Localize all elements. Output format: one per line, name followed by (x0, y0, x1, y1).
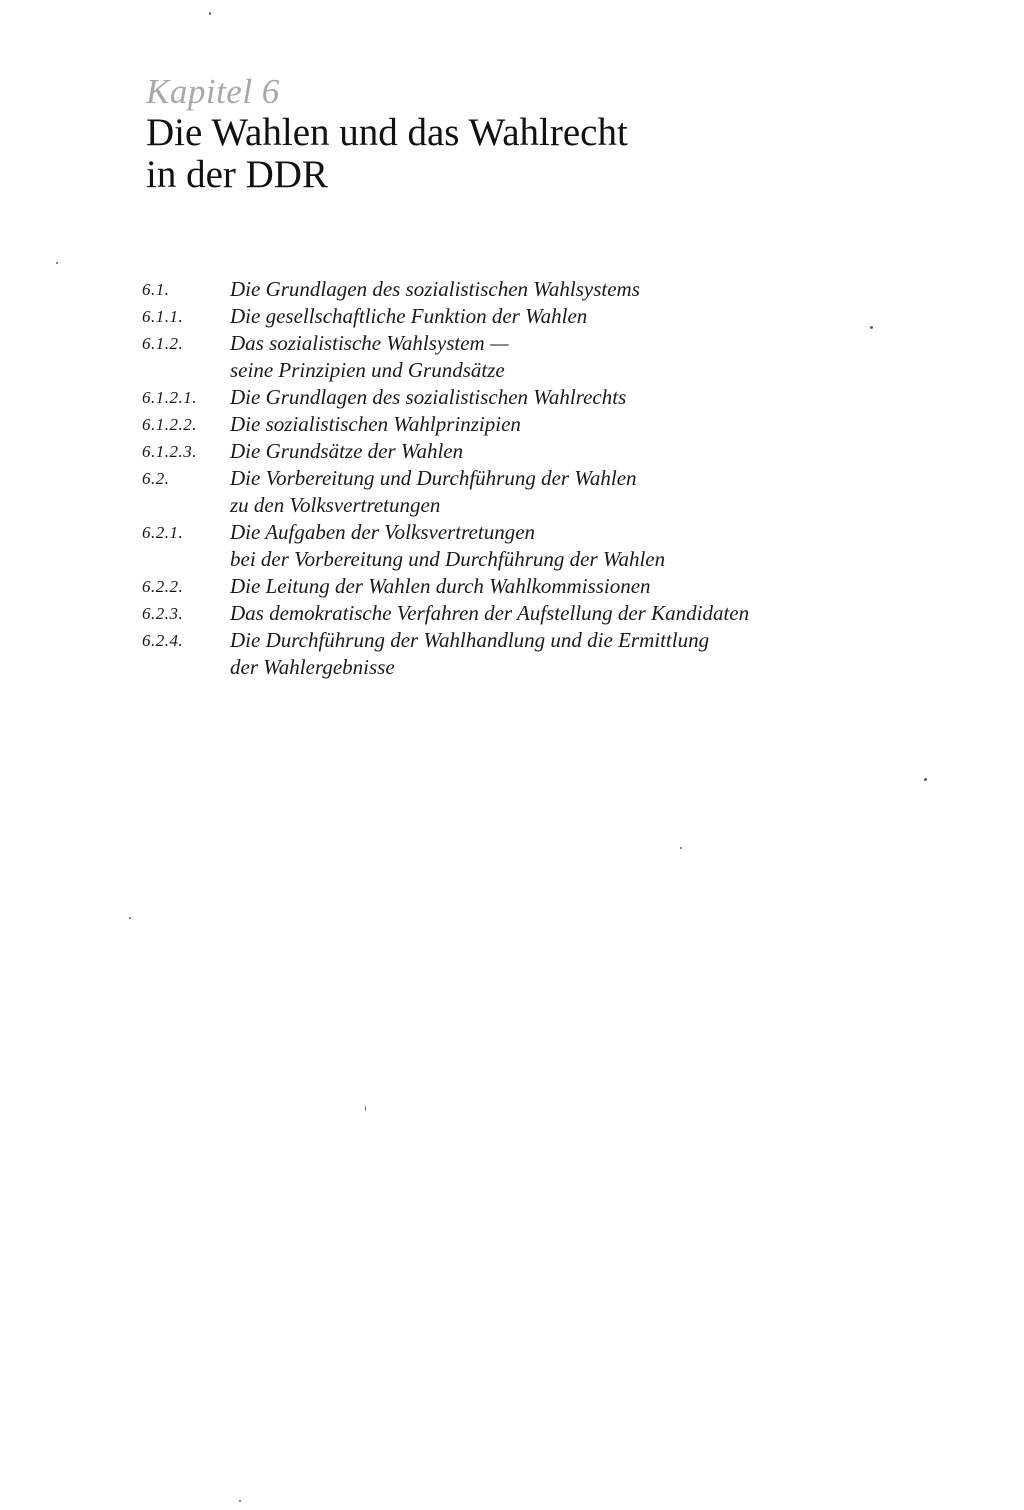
chapter-title-line-1: Die Wahlen und das Wahlrecht (146, 111, 628, 154)
toc-entry (142, 438, 902, 465)
table-of-contents (142, 276, 902, 681)
toc-entry-number: 6.2.1. (142, 523, 184, 542)
toc-entry-title: Die Grundlagen des sozialistischen Wahlsystems (230, 277, 640, 301)
toc-entry (142, 573, 902, 600)
toc-entry-title: Die Aufgaben der Volksvertretungen bei der Vorbereitung und Durchführung der Wahlen (230, 520, 666, 571)
scan-speck (924, 778, 927, 781)
toc-entry (142, 519, 902, 573)
toc-entry-number: 6.2.4. (142, 631, 184, 650)
toc-entry-title: Das demokratische Verfahren der Aufstellung der Kandidaten (230, 601, 750, 625)
toc-entry-title: Die Leitung der Wahlen durch Wahlkommissionen (230, 574, 651, 598)
toc-entry-title: Die Vorbereitung und Durchführung der Wahlen zu den Volksvertretungen (230, 466, 637, 517)
toc-entry-number: 6.1.2. (142, 334, 184, 353)
toc-entry (142, 276, 902, 303)
scan-speck (365, 1106, 366, 1111)
toc-entry-title: Das sozialistische Wahlsystem — seine Prinzipien und Grundsätze (230, 331, 509, 382)
toc-entry-number: 6.2.3. (142, 604, 184, 623)
chapter-label: Kapitel 6 (146, 72, 280, 111)
toc-entry-number: 6.1. (142, 280, 170, 299)
scan-speck (56, 262, 58, 264)
toc-entry-number: 6.2.2. (142, 577, 184, 596)
toc-entry (142, 330, 902, 384)
toc-entry (142, 600, 902, 627)
toc-entry-number: 6.1.1. (142, 307, 184, 326)
scan-speck (680, 847, 682, 849)
toc-entry (142, 384, 902, 411)
scan-speck (239, 1500, 241, 1502)
toc-entry (142, 303, 902, 330)
toc-entry-title: Die gesellschaftliche Funktion der Wahlen (230, 304, 588, 328)
scan-speck (209, 12, 211, 15)
toc-entry-title: Die Grundsätze der Wahlen (230, 439, 464, 463)
toc-entry-number: 6.2. (142, 469, 170, 488)
toc-entry (142, 627, 902, 681)
chapter-title-line-2: in der DDR (146, 153, 328, 196)
toc-entry-number: 6.1.2.1. (142, 388, 197, 407)
toc-entry (142, 411, 902, 438)
toc-entry-title: Die Grundlagen des sozialistischen Wahlrechts (230, 385, 627, 409)
chapter-title (146, 112, 906, 196)
toc-entry-number: 6.1.2.3. (142, 442, 197, 461)
toc-entry-title: Die Durchführung der Wahlhandlung und die Ermittlung der Wahlergebnisse (230, 628, 710, 679)
toc-entry-number: 6.1.2.2. (142, 415, 197, 434)
scan-speck (129, 917, 131, 919)
toc-entry (142, 465, 902, 519)
scan-speck (870, 326, 873, 329)
toc-entry-title: Die sozialistischen Wahlprinzipien (230, 412, 521, 436)
